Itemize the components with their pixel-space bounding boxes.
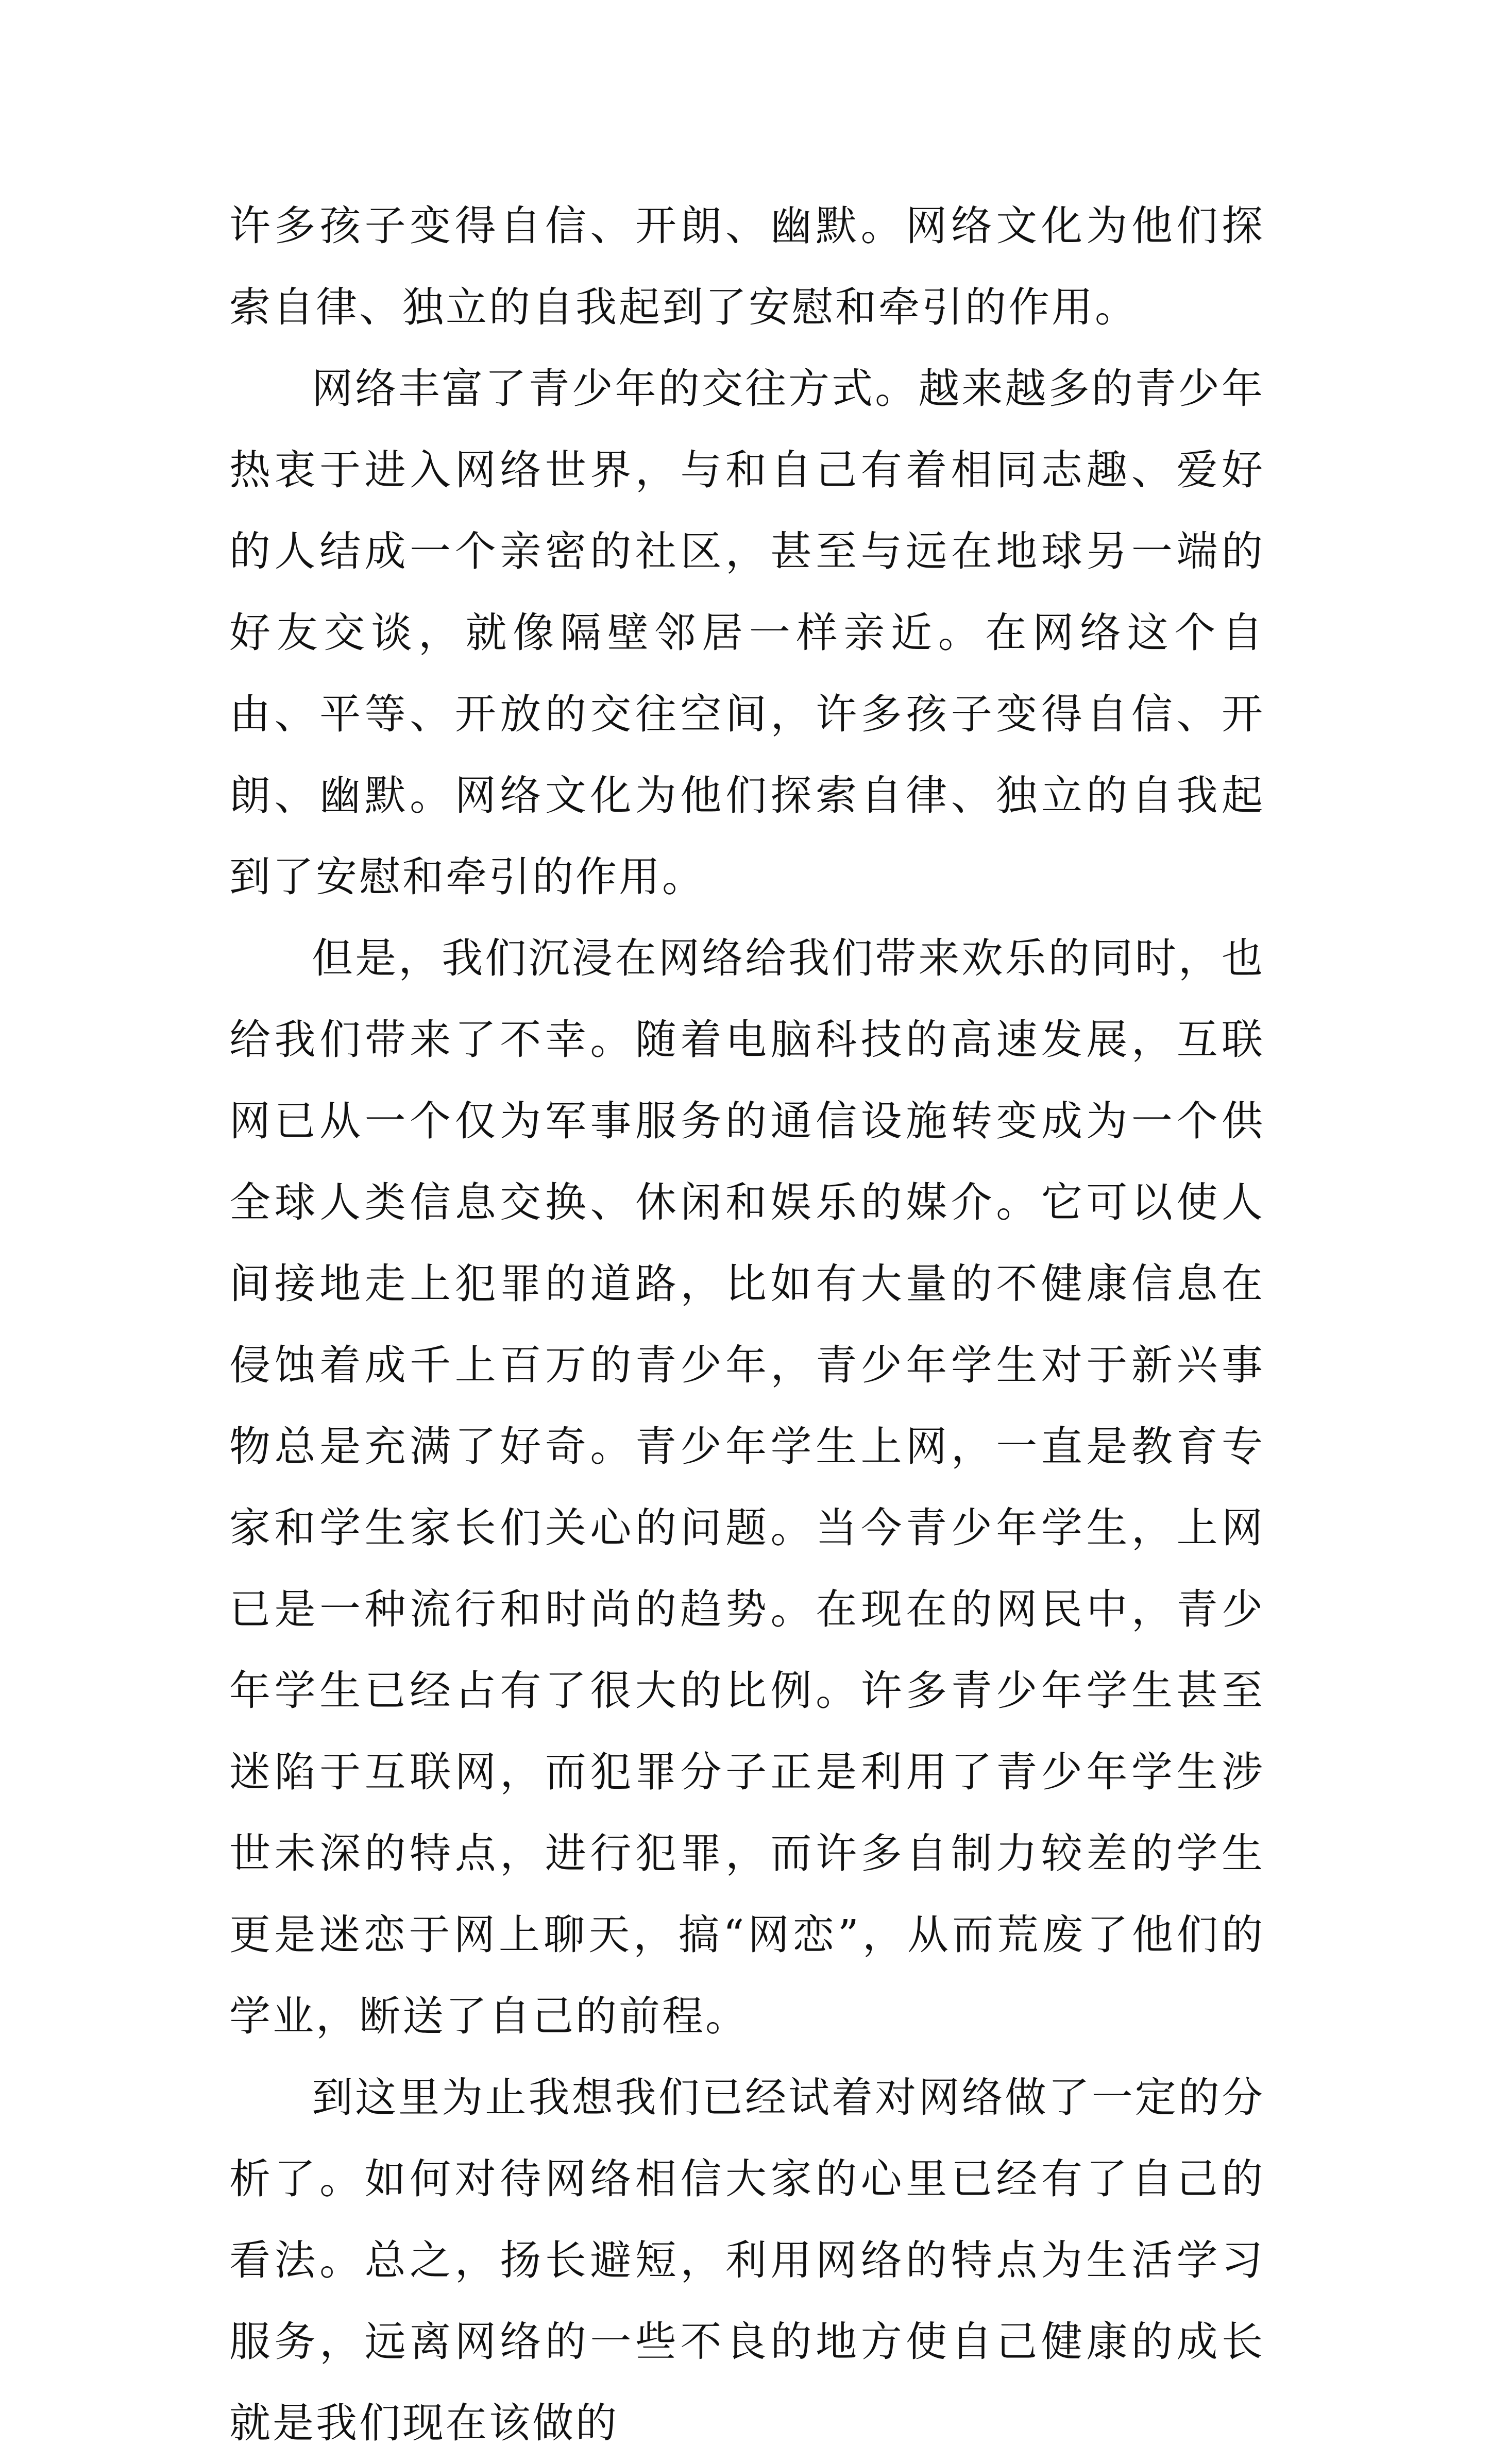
document-body: [229, 185, 1265, 2464]
paragraph-2: 网络丰富了青少年的交往方式。越来越多的青少年热衷于进入网络世界，与和自己有着相同志趣、爱好的人结成一个亲密的社区，甚至与远在地球另一端的好友交谈，就像隔壁邻居一样亲近。在网络这个自由、平等、开放的交往空间，许多孩子变得自信、开朗、幽默。网络文化为他们探索自律、独立的自我起到了安慰和牵引的作用。: [229, 365, 1265, 901]
paragraph-3: 但是，我们沉浸在网络给我们带来欢乐的同时，也给我们带来了不幸。随着电脑科技的高速发展，互联网已从一个仅为军事服务的通信设施转变成为一个供全球人类信息交换、休闲和娱乐的媒介。它可以使人间接地走上犯罪的道路，比如有大量的不健康信息在侵蚀着成千上百万的青少年，青少年学生对于新兴事物总是充满了好奇。青少年学生上网，一直是教育专家和学生家长们关心的问题。当今青少年学生，上网已是一种流行和时尚的趋势。在现在的网民中，青少年学生已经占有了很大的比例。许多青少年学生甚至迷陷于互联网，而犯罪分子正是利用了青少年学生涉世未深的特点，进行犯罪，而许多自制力较差的学生更是迷恋于网上聊天，搞“网恋”，从而荒废了他们的学业，断送了自己的前程。: [229, 934, 1265, 2040]
paragraph-1: 许多孩子变得自信、开朗、幽默。网络文化为他们探索自律、独立的自我起到了安慰和牵引的作用。: [229, 202, 1265, 331]
paragraph-4: 到这里为止我想我们已经试着对网络做了一定的分析了。如何对待网络相信大家的心里已经有了自己的看法。总之，扬长避短，利用网络的特点为生活学习服务，远离网络的一些不良的地方使自己健康的成长就是我们现在该做的: [229, 2074, 1265, 2447]
